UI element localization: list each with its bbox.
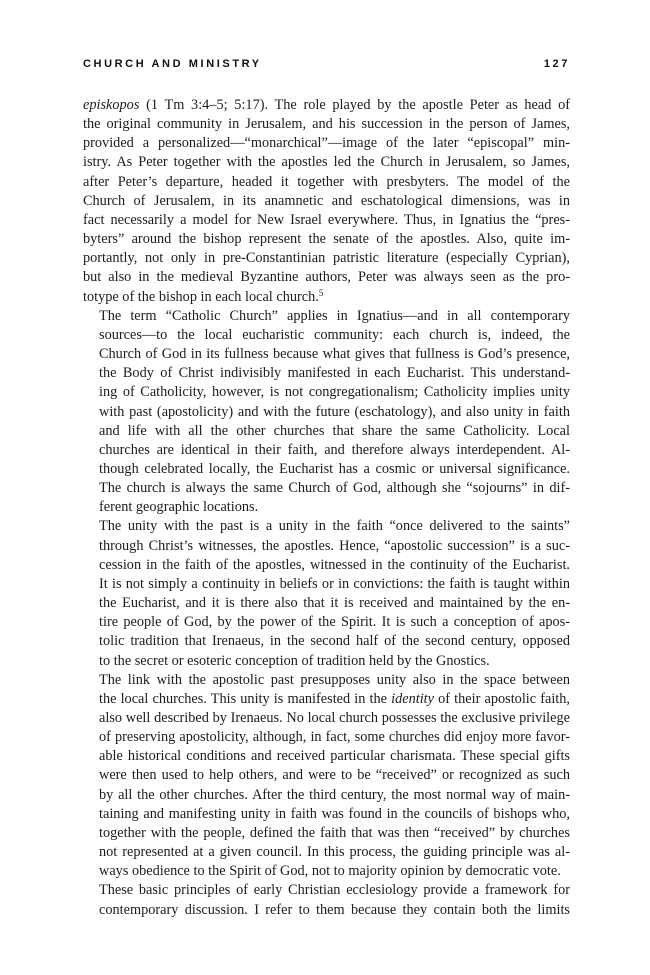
text-run: The term “Catholic Church” applies in Ignatius—and in all contemporary [99, 307, 570, 324]
text-line [83, 288, 570, 307]
text-line [83, 460, 570, 479]
text-run: byters” around the bishop represent the senate of the apostles. Also, quite im- [83, 231, 570, 248]
text-line [83, 824, 570, 843]
text-run: were then used to help others, and were to be “received” or recognized as such [99, 767, 570, 784]
text-line [83, 96, 570, 115]
text-run: fact necessarily a model for New Israel everywhere. Thus, in Ignatius the “pres- [83, 211, 570, 228]
text-line [83, 805, 570, 824]
text-run: with past (apostolicity) and with the future (eschatology), and also unity in faith [99, 403, 570, 420]
text-run: taining and manifesting unity in faith was found in the councils of bishops who, [99, 805, 570, 822]
text-run: It is not simply a continuity in beliefs or in convictions: the faith is taught within [99, 575, 570, 592]
text-line [83, 211, 570, 230]
text-run: Church of God in its fullness because what gives that fullness is God’s presence, [99, 346, 570, 363]
text-run: The link with the apostolic past presupposes unity also in the space between [99, 671, 570, 688]
text-run: of preserving apostolicity, although, in fact, some churches did enjoy more favor- [99, 729, 570, 746]
text-run: tolic tradition that Irenaeus, in the second half of the second century, opposed [99, 633, 570, 650]
text-run: ways obedience to the Spirit of God, not to majority opinion by democratic vote. [99, 863, 561, 880]
text-run: tire people of God, by the power of the Spirit. It is such a conception of apos- [99, 614, 570, 631]
text-run: but also in the medieval Byzantine authors, Peter was always seen as the pro- [83, 269, 570, 286]
text-run: totype of the bishop in each local church. [83, 288, 319, 305]
text-line [83, 575, 570, 594]
text-line [83, 709, 570, 728]
text-run: istry. As Peter together with the apostles led the Church in Jerusalem, so James, [83, 154, 570, 171]
text-run: the local churches. This unity is manifested in the [99, 690, 392, 707]
text-line [83, 134, 570, 153]
text-line [83, 862, 570, 881]
paragraph [83, 307, 570, 518]
text-run: together with the people, defined the faith that was then “received” by churches [99, 824, 570, 841]
text-line [83, 843, 570, 862]
text-run: also well described by Irenaeus. No local church possesses the exclusive privilege [99, 710, 570, 726]
text-line [83, 249, 570, 268]
text-line [83, 613, 570, 632]
text-line [83, 498, 570, 517]
running-head [83, 58, 570, 76]
paragraph [83, 671, 570, 882]
text-run: though celebrated locally, the Eucharist has a cosmic or universal significance. [99, 460, 570, 477]
text-run: churches are identical in their faith, and therefore always interdependent. Al- [99, 441, 570, 458]
running-head-title: CHURCH AND MINISTRY [83, 58, 262, 70]
text-line [83, 403, 570, 422]
text-line [83, 422, 570, 441]
text-line [83, 307, 570, 326]
text-run: The church is always the same Church of God, although she “sojourns” in dif- [99, 480, 570, 497]
text-line [83, 364, 570, 383]
paragraph [83, 881, 570, 919]
text-line [83, 115, 570, 134]
text-run: sources—to the local eucharistic community: each church is, indeed, the [99, 326, 570, 343]
text-line [83, 594, 570, 613]
body-text [83, 96, 570, 920]
text-line [83, 153, 570, 172]
text-line [83, 728, 570, 747]
text-run: portantly, not only in pre-Constantinian patristic literature (especially Cyprian), [83, 250, 570, 267]
text-run: the original community in Jerusalem, and his succession in the person of James, [83, 116, 570, 133]
text-run: contemporary discussion. I refer to them because they contain both the limits [99, 901, 570, 918]
text-run: and life with all the other churches that share the same Catholicity. Local [99, 422, 570, 439]
text-run: These basic principles of early Christian ecclesiology provide a framework for [99, 882, 570, 899]
text-run: to the secret or esoteric conception of tradition held by the Gnostics. [99, 652, 490, 669]
text-run: ferent geographic locations. [99, 499, 259, 516]
text-line [83, 517, 570, 536]
text-line [83, 690, 570, 709]
paragraph [83, 96, 570, 307]
text-run: cession in the faith of the apostles, witnessed in the continuity of the Eucharist. [99, 556, 570, 573]
text-line [83, 192, 570, 211]
text-line [83, 881, 570, 900]
text-line [83, 786, 570, 805]
text-run: able historical conditions and received particular charismata. These special gifts [99, 748, 570, 765]
text-line [83, 652, 570, 671]
text-line [83, 556, 570, 575]
text-line [83, 326, 570, 345]
text-line [83, 479, 570, 498]
book-page [83, 58, 570, 920]
text-line [83, 537, 570, 556]
italic-term: identity [391, 690, 435, 707]
text-run: through Christ’s witnesses, the apostles. Hence, “apostolic succession” is a suc- [99, 537, 570, 554]
text-run: the Eucharist, and it is there also that it is received and maintained by the en- [99, 595, 570, 612]
text-line [83, 173, 570, 192]
text-run: ing of Catholicity, however, is not congregationalism; Catholicity implies unity [99, 384, 570, 401]
text-line [83, 901, 570, 920]
text-run: (1 Tm 3:4–5; 5:17). The role played by the apostle Peter as head of [139, 97, 570, 113]
text-line [83, 383, 570, 402]
text-line [83, 441, 570, 460]
text-line [83, 671, 570, 690]
text-line [83, 747, 570, 766]
footnote-marker: 5 [318, 287, 324, 298]
text-run: the Body of Christ indivisibly manifested in each Eucharist. This understand- [99, 365, 570, 382]
text-line [83, 268, 570, 287]
text-run: of their apostolic faith, [434, 690, 570, 707]
text-run: provided a personalized—“monarchical”—image of the later “episcopal” min- [83, 135, 570, 152]
text-line [83, 345, 570, 364]
text-run: not represented at a given council. In this process, the guiding principle was al- [99, 844, 570, 861]
text-run: after Peter’s departure, headed it together with presbyters. The model of the [83, 173, 570, 190]
text-run: by all the other churches. After the third century, the most normal way of main- [99, 786, 570, 803]
text-run: The unity with the past is a unity in the faith “once delivered to the saints” [99, 518, 570, 535]
text-run: Church of Jerusalem, in its anamnetic and eschatological dimensions, was in [83, 192, 570, 209]
text-line [83, 230, 570, 249]
page-number: 127 [543, 58, 570, 70]
italic-term: episkopos [83, 97, 140, 113]
paragraph [83, 517, 570, 670]
text-line [83, 632, 570, 651]
text-line [83, 766, 570, 785]
